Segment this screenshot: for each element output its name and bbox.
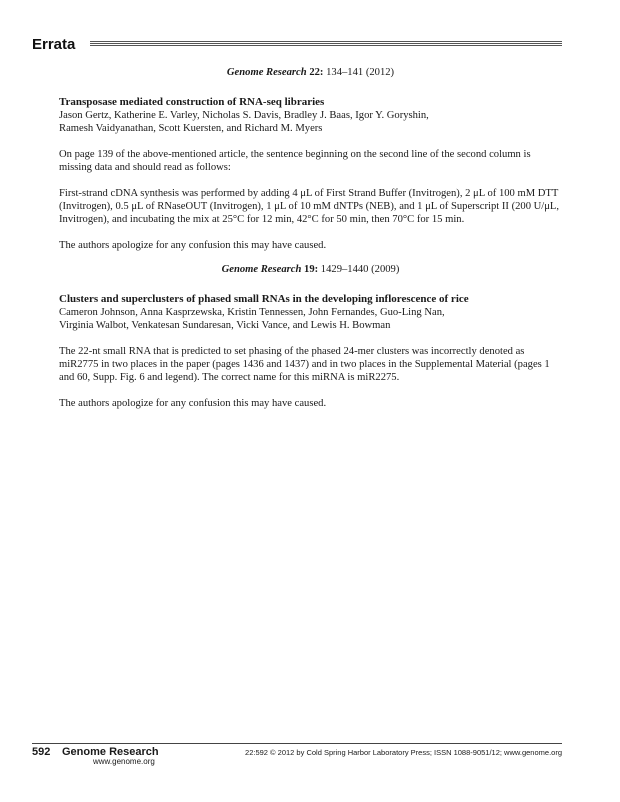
apology-paragraph: The authors apologize for any confusion this may have caused. <box>59 240 327 251</box>
header-rule <box>90 41 562 47</box>
author-line: Ramesh Vaidyanathan, Scott Kuersten, and Richard M. Myers <box>59 123 323 134</box>
citation-pages: 1429–1440 (2009) <box>320 264 400 275</box>
citation-pages: 134–141 (2012) <box>326 67 395 78</box>
citation-journal: Genome Research <box>226 67 307 78</box>
article-title: Transposase mediated construction of RNA-seq libraries <box>59 96 325 108</box>
page-number: 592 <box>32 746 51 758</box>
citation-volume: 19: <box>304 264 319 275</box>
erratum-1 <box>59 66 562 252</box>
article-title: Clusters and superclusters of phased small RNAs in the developing inflorescence of rice <box>59 293 469 305</box>
body-paragraph: The 22-nt small RNA that is predicted to set phasing of the phased 24-mer clusters was incorrectly denoted as miR2775 in two places in the paper (pages 1436 and 1437) and in two places in the Supplemental Material (pages 1 and 60, Supp. Fig. 6 and legend). The correct name for this miRNA is miR2275. <box>59 346 550 383</box>
body-paragraph: On page 139 of the above-mentioned article, the sentence beginning on the second line of the second column is missing data and should read as follows: <box>59 149 531 173</box>
footer-website[interactable]: www.genome.org <box>93 757 155 766</box>
footer-copyright: 22:592 © 2012 by Cold Spring Harbor Laboratory Press; ISSN 1088-9051/12; www.genome.org <box>245 748 562 757</box>
apology-paragraph: The authors apologize for any confusion this may have caused. <box>59 398 327 409</box>
erratum-citation <box>59 263 562 276</box>
section-title: Errata <box>32 36 76 53</box>
footer-journal-name: Genome Research <box>62 746 159 758</box>
erratum-2 <box>59 263 562 410</box>
body-paragraph: First-strand cDNA synthesis was performed by adding 4 μL of First Strand Buffer (Invitrogen), 2 μL of 100 mM DTT (Invitrogen), 0.5 μL of RNaseOUT (Invitrogen), 1 μL of 10 mM dNTPs (NEB), and 1 μL of Superscript II (200 U/μL, Invitrogen), and incubating the mix at 25°C for 12 min, 42°C for 50 min, then 70°C for 15 min. <box>59 188 560 225</box>
erratum-citation <box>59 66 562 79</box>
section-header <box>32 36 562 56</box>
author-line: Cameron Johnson, Anna Kasprzewska, Kristin Tennessen, John Fernandes, Guo-Ling Nan, <box>59 307 445 318</box>
citation-volume: 22: <box>309 67 324 78</box>
author-line: Jason Gertz, Katherine E. Varley, Nicholas S. Davis, Bradley J. Baas, Igor Y. Goryshin, <box>59 110 429 121</box>
citation-journal: Genome Research <box>221 264 302 275</box>
footer-rule <box>32 743 562 744</box>
author-line: Virginia Walbot, Venkatesan Sundaresan, Vicki Vance, and Lewis H. Bowman <box>59 320 391 331</box>
